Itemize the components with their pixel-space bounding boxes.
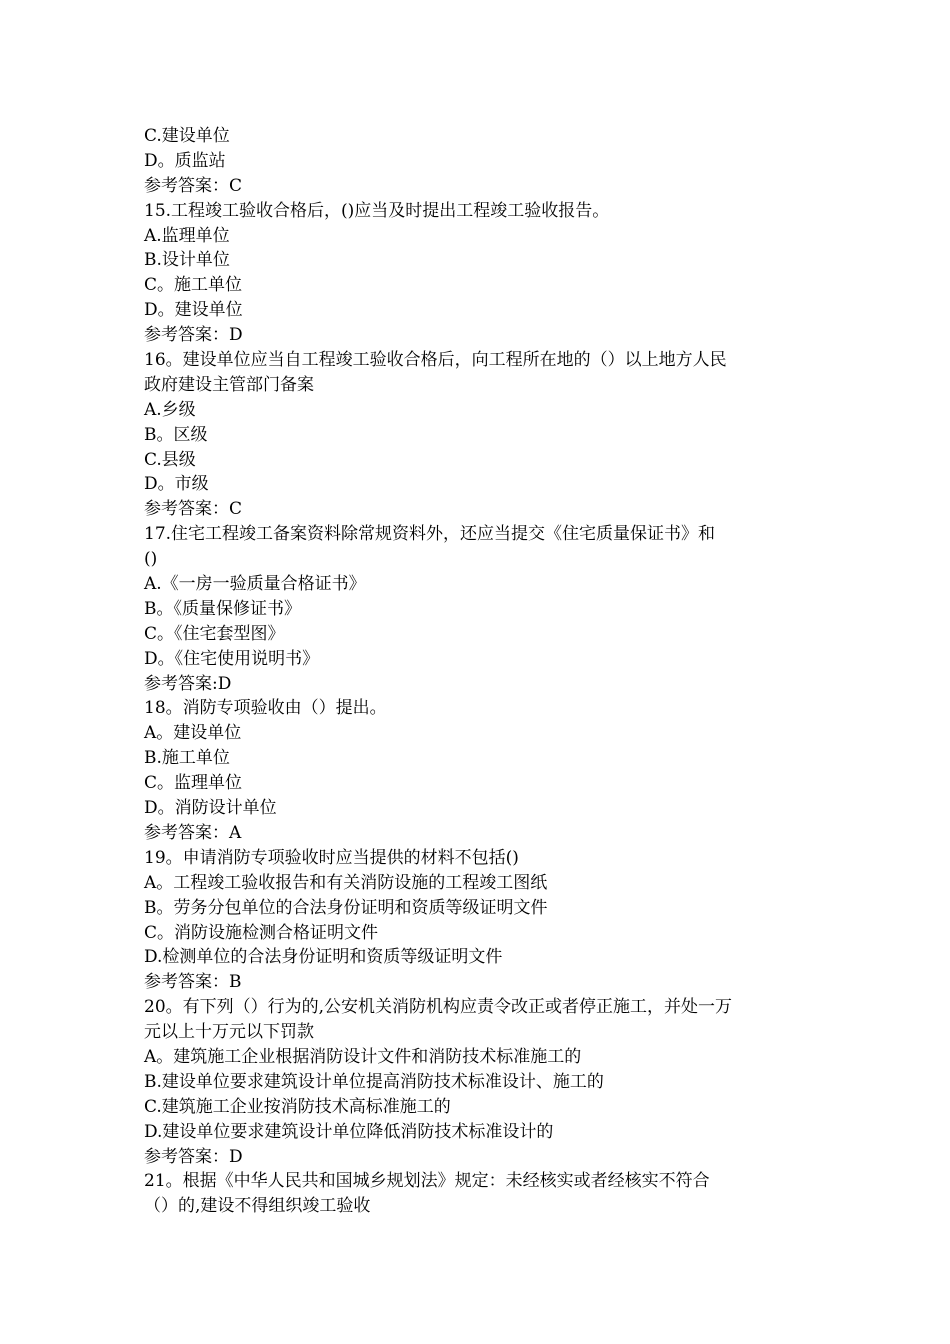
option-line: C。《住宅套型图》 [144,623,285,644]
document-body [144,124,810,1219]
question-17-continued: () [144,549,158,570]
question-20: 20。有下列（）行为的,公安机关消防机构应责令改正或者停正施工，并处一万 [144,997,733,1018]
option-line: A.乡级 [144,399,196,420]
option-line: B。劳务分包单位的合法身份证明和资质等级证明文件 [144,897,548,918]
question-20-continued: 元以上十万元以下罚款 [144,1022,314,1043]
option-line: C。监理单位 [144,773,243,794]
option-line: D.建设单位要求建筑设计单位降低消防技术标准设计的 [144,1121,554,1142]
option-line: C.建筑施工企业按消防技术高标准施工的 [144,1096,451,1117]
option-line: D。消防设计单位 [144,798,277,819]
answer-line: 参考答案：A [144,822,242,843]
option-line: D。《住宅使用说明书》 [144,648,320,669]
option-line: C。施工单位 [144,275,243,296]
question-16: 16。建设单位应当自工程竣工验收合格后，向工程所在地的（）以上地方人民 [144,350,727,371]
question-21-continued: （）的,建设不得组织竣工验收 [144,1196,371,1217]
option-line: A.《一房一验质量合格证书》 [144,574,366,595]
question-15: 15.工程竣工验收合格后，()应当及时提出工程竣工验收报告。 [144,200,610,221]
option-line: A。建筑施工企业根据消防设计文件和消防技术标准施工的 [144,1046,582,1067]
option-line: D。建设单位 [144,300,243,321]
option-line: D。市级 [144,474,209,495]
answer-line: 参考答案：D [144,325,243,346]
option-line: B。区级 [144,424,208,445]
option-line: B.施工单位 [144,748,230,769]
answer-line: 参考答案：C [144,175,243,196]
answer-line: 参考答案：D [144,1146,243,1167]
question-16-continued: 政府建设主管部门备案 [144,374,314,395]
option-line: D.检测单位的合法身份证明和资质等级证明文件 [144,947,503,968]
question-17: 17.住宅工程竣工备案资料除常规资料外，还应当提交《住宅质量保证书》和 [144,524,716,545]
question-21: 21。根据《中华人民共和国城乡规划法》规定：未经核实或者经核实不符合 [144,1171,710,1192]
option-line: A。工程竣工验收报告和有关消防设施的工程竣工图纸 [144,872,548,893]
option-line: D。质监站 [144,150,226,171]
answer-line: 参考答案:D [144,673,232,694]
answer-line: 参考答案：B [144,972,242,993]
option-line: B.设计单位 [144,250,230,271]
question-19: 19。申请消防专项验收时应当提供的材料不包括() [144,847,519,868]
option-line: B。《质量保修证书》 [144,598,301,619]
option-line: B.建设单位要求建筑设计单位提高消防技术标准设计、施工的 [144,1071,604,1092]
question-18: 18。消防专项验收由（）提出。 [144,698,387,719]
option-line: C.建设单位 [144,126,230,146]
option-line: A.监理单位 [144,225,230,246]
answer-line: 参考答案：C [144,499,243,520]
option-line: C.县级 [144,449,196,470]
option-line: C。消防设施检测合格证明文件 [144,922,379,943]
option-line: A。建设单位 [144,723,242,744]
